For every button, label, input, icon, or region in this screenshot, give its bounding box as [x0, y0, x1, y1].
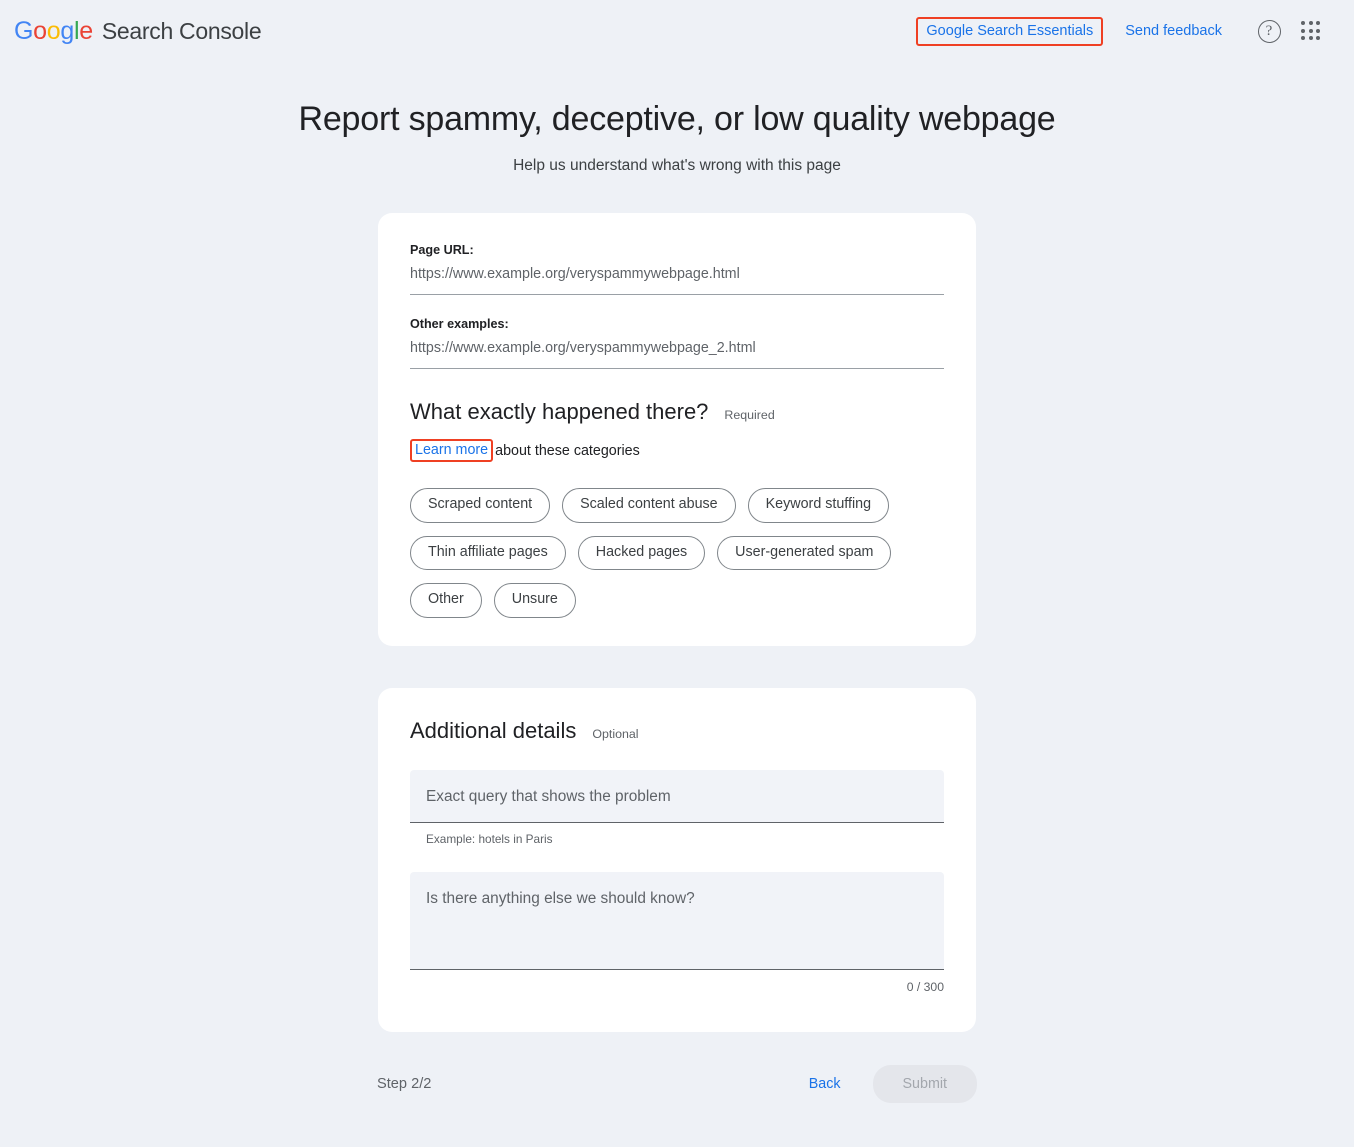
chip-scaled-content-abuse[interactable]: Scaled content abuse [562, 488, 736, 523]
google-wordmark: Google [14, 16, 93, 45]
learn-more-row [410, 439, 944, 462]
question-title: What exactly happened there? [410, 399, 709, 424]
query-input[interactable]: Exact query that shows the problem [410, 770, 944, 823]
category-chip-group [410, 488, 910, 618]
question-required-flag: Required [724, 408, 775, 422]
learn-more-highlight [410, 439, 493, 462]
query-helper-text: Example: hotels in Paris [426, 832, 553, 847]
help-button[interactable] [1252, 14, 1286, 48]
additional-details-optional-flag: Optional [592, 727, 639, 742]
app-header [0, 0, 1354, 62]
learn-more-text: about these categories [495, 442, 640, 459]
additional-details-card [378, 688, 976, 1032]
header-actions [916, 14, 1336, 48]
google-search-console-logo [14, 17, 261, 46]
step-indicator: Step 2/2 [377, 1076, 432, 1093]
chip-scraped-content[interactable]: Scraped content [410, 488, 550, 523]
google-search-essentials-link[interactable]: Google Search Essentials [926, 22, 1094, 39]
back-button[interactable]: Back [795, 1066, 855, 1102]
other-examples-field [410, 317, 944, 369]
help-icon: ? [1258, 20, 1281, 43]
other-examples-value[interactable]: https://www.example.org/veryspammywebpage_2.html [410, 340, 944, 369]
page-url-field [410, 243, 944, 295]
search-essentials-highlight [916, 17, 1103, 46]
footer-actions [795, 1065, 977, 1103]
additional-details-title: Additional details [410, 718, 577, 744]
page-url-label: Page URL: [410, 243, 474, 257]
submit-button[interactable]: Submit [873, 1065, 978, 1103]
notes-textarea[interactable]: Is there anything else we should know? [410, 872, 944, 970]
page-subtitle: Help us understand what's wrong with this page [513, 157, 841, 174]
chip-keyword-stuffing[interactable]: Keyword stuffing [748, 488, 889, 523]
page-url-value[interactable]: https://www.example.org/veryspammywebpage.html [410, 266, 944, 295]
chip-thin-affiliate-pages[interactable]: Thin affiliate pages [410, 536, 566, 571]
chip-hacked-pages[interactable]: Hacked pages [578, 536, 705, 571]
page-title: Report spammy, deceptive, or low quality webpage [298, 100, 1056, 138]
notes-character-counter: 0 / 300 [906, 980, 944, 995]
form-footer [377, 1056, 977, 1112]
product-name: Search Console [101, 17, 262, 44]
additional-details-header [410, 718, 944, 744]
chip-user-generated-spam[interactable]: User-generated spam [717, 536, 891, 571]
apps-grid-icon [1301, 21, 1321, 41]
chip-other[interactable]: Other [410, 583, 482, 618]
chip-unsure[interactable]: Unsure [494, 583, 576, 618]
google-apps-button[interactable] [1294, 14, 1328, 48]
report-details-card [378, 213, 976, 646]
learn-more-link[interactable]: Learn more [415, 442, 489, 458]
question-header [410, 399, 944, 425]
other-examples-label: Other examples: [410, 317, 509, 331]
send-feedback-link[interactable]: Send feedback [1125, 23, 1222, 39]
